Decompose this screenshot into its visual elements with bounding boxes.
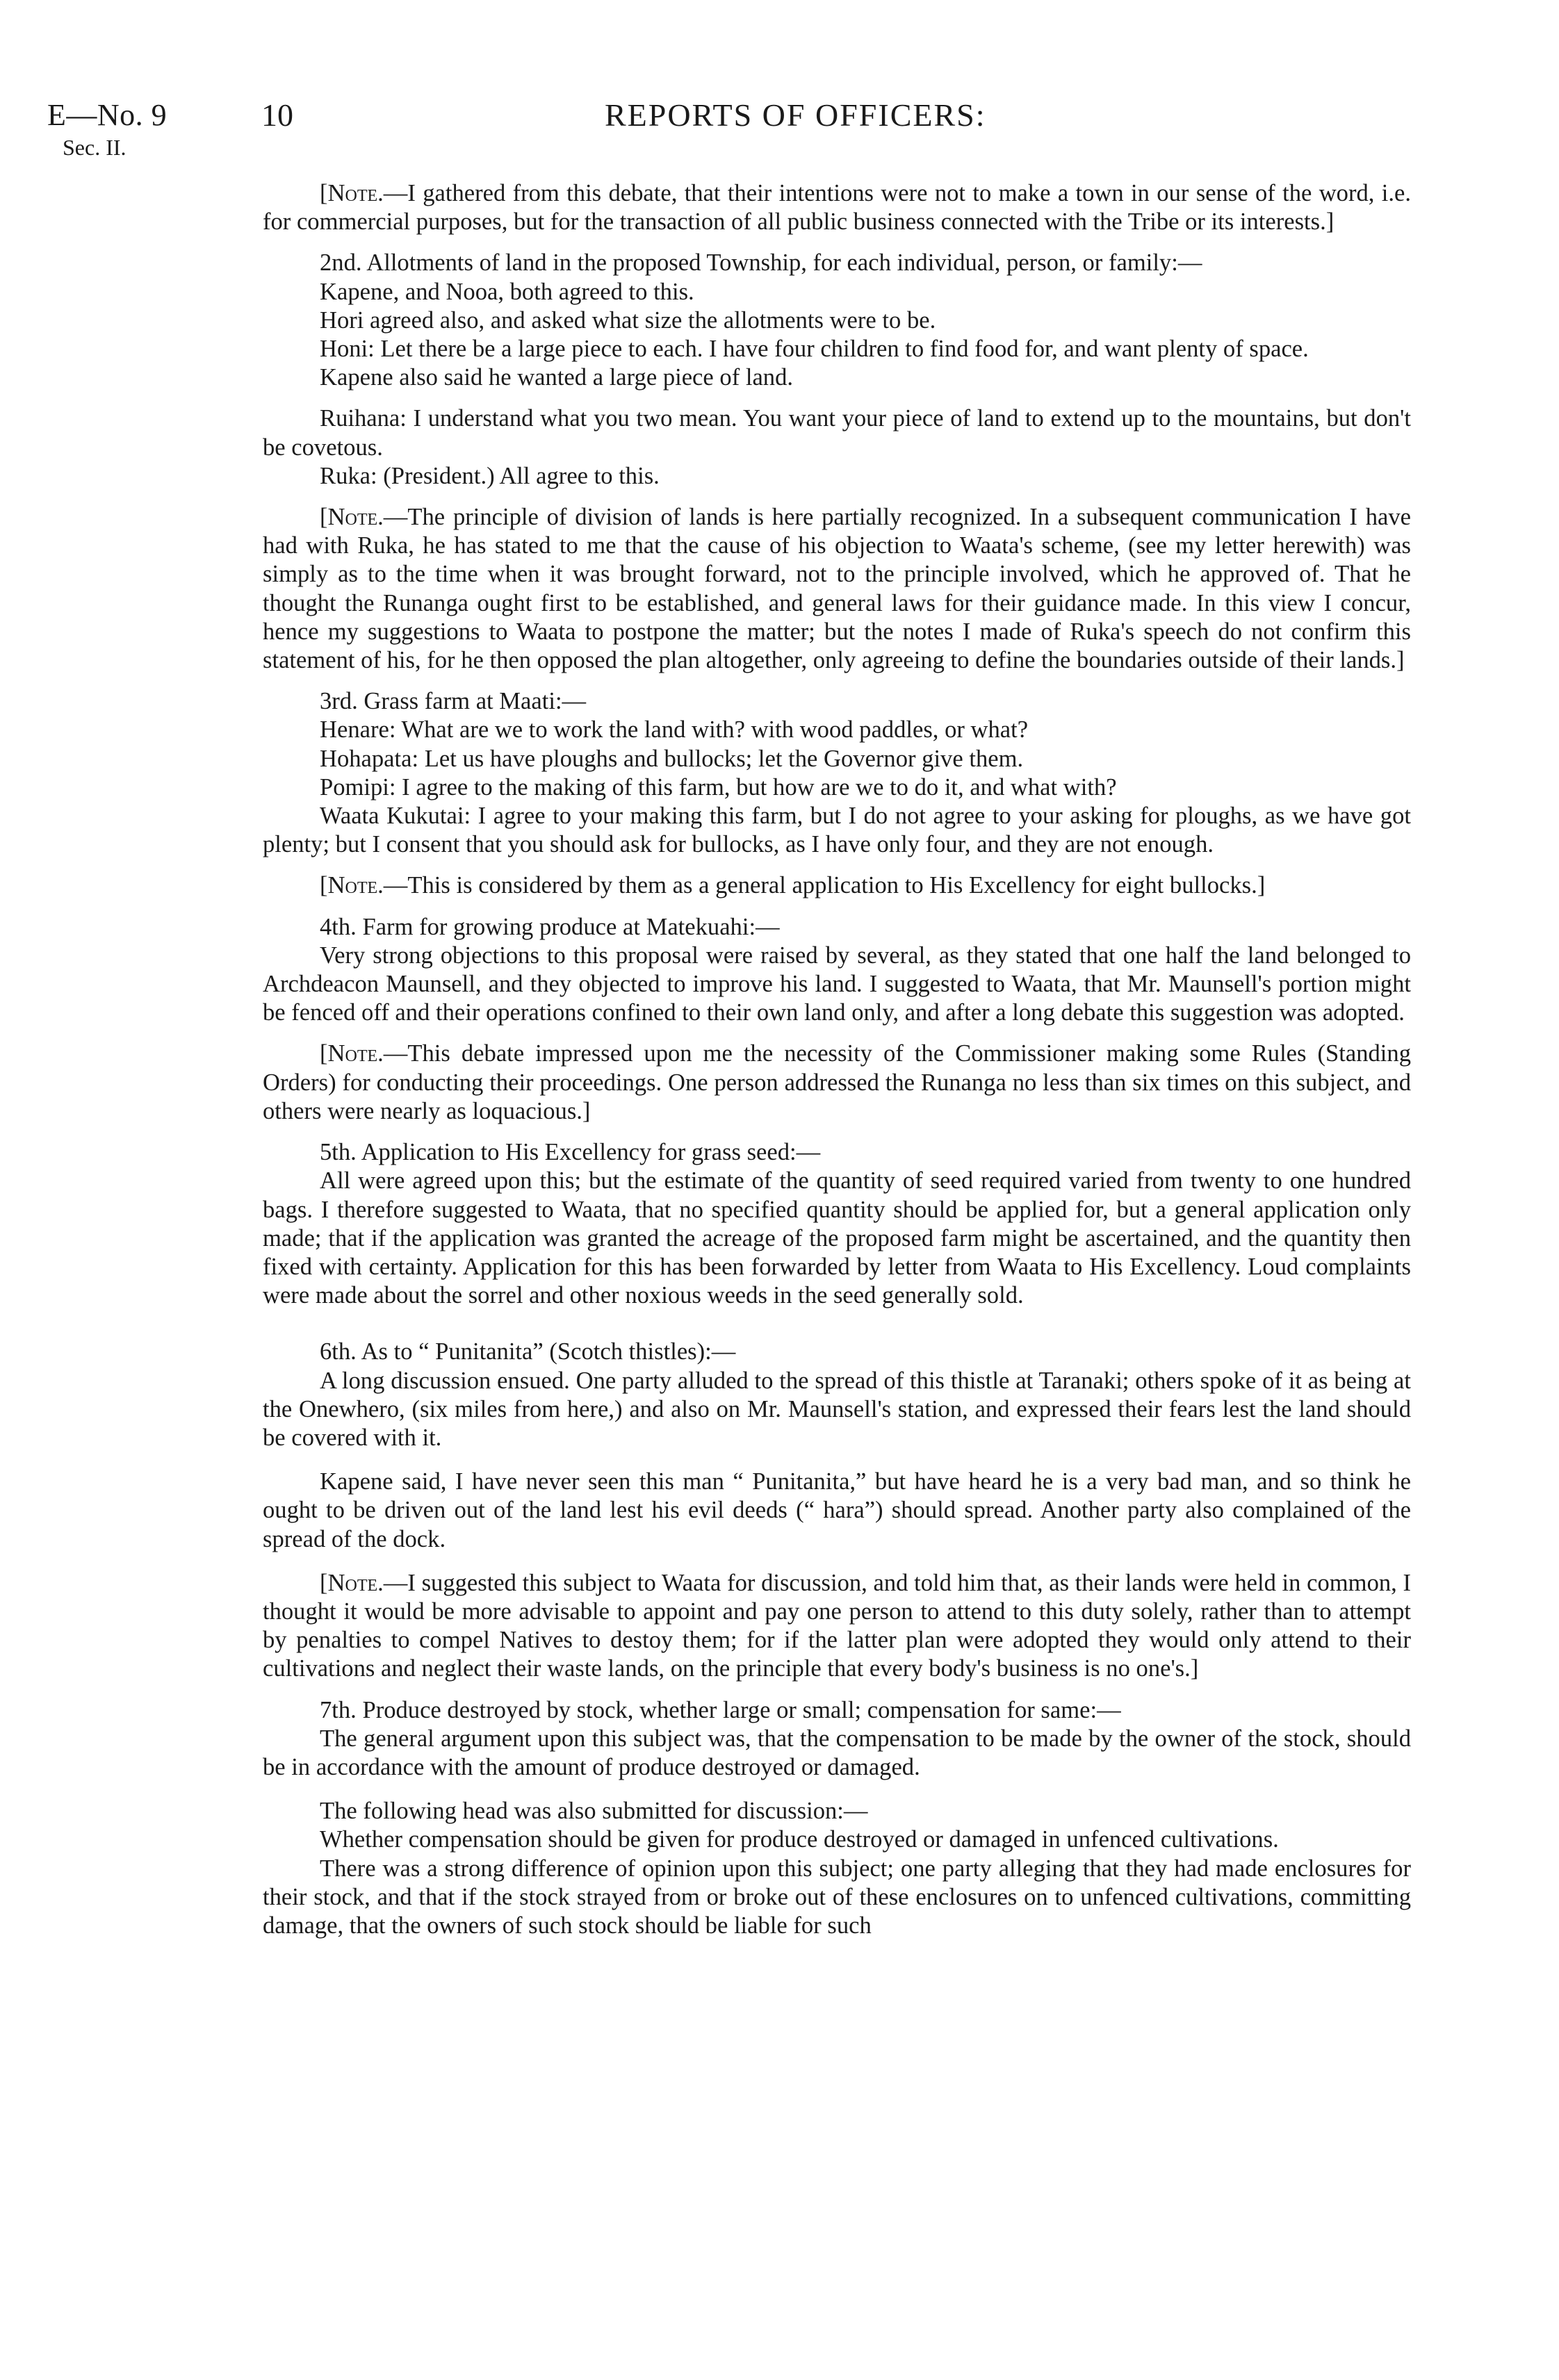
paragraph: Hohapata: Let us have ploughs and bullocks; let the Governor give them. (320, 745, 1024, 772)
paragraph: Pomipi: I agree to the making of this farm, but how are we to do it, and what with? (320, 773, 1117, 801)
paragraph: The general argument upon this subject was, that the compensation to be made by the owner of the stock, should be in accordance with the amount of produce destroyed or damaged. (263, 1725, 1411, 1780)
running-title: REPORTS OF OFFICERS: (605, 97, 986, 133)
note-paragraph: [Note.—I suggested this subject to Waata for discussion, and told him that, as their lands were held in common, I thought it would be more advisable to appoint and pay one person to attend to this duty solely, rather than to attempt by penalties to compel Natives to destoy them; for if the latter plan were adopted they would only attend to their cultivations and neglect their waste lands, on the principle that every body's business is no one's.] (263, 1569, 1411, 1682)
paragraph: Hori agreed also, and asked what size the allotments were to be. (320, 306, 936, 334)
paragraph: Kapene, and Nooa, both agreed to this. (320, 278, 694, 305)
note-paragraph: [Note.—I gathered from this debate, that their intentions were not to make a town in our sense of the word, i.e. for commercial purposes, but for the transaction of all public business connected with the Tribe or its interests.] (263, 180, 1411, 236)
section-heading-5th: 5th. Application to His Excellency for grass seed:— (320, 1139, 821, 1166)
paper-number: E—No. 9 (47, 98, 168, 132)
paragraph: Whether compensation should be given for produce destroyed or damaged in unfenced cultivations. (320, 1826, 1279, 1853)
paragraph: Kapene said, I have never seen this man “ Punitanita,” but have heard he is a very bad man, and so think he ought to be driven out of the land lest his evil deeds (“ hara”) should spread. Another party also complained of the spread of the dock. (263, 1468, 1411, 1552)
paragraph: A long discussion ensued. One party alluded to the spread of this thistle at Taranaki; others spoke of it as being at the Onewhero, (six miles from here,) and also on Mr. Maunsell's station, and expressed their fears lest the land should be covered with it. (263, 1367, 1411, 1451)
paragraph: Kapene also said he wanted a large piece of land. (320, 364, 794, 391)
section-heading-7th: 7th. Produce destroyed by stock, whether large or small; compensation for same:— (320, 1696, 1121, 1723)
paragraph: Ruka: (President.) All agree to this. (320, 462, 660, 489)
note-paragraph: [Note.—The principle of division of lands is here partially recognized. In a subsequent communication I have had with Ruka, he has stated to me that the cause of his objection to Waata's scheme, (see my letter herewith) was simply as to the time when it was brought forward, not to the principle involved, which he approved of. That he thought the Runanga ought first to be established, and general laws for their guidance made. In this view I concur, hence my suggestions to Waata to postpone the matter; but the notes I made of Ruka's speech do not confirm this statement of his, for he then opposed the plan altogether, only agreeing to define the boundaries outside of their lands.] (263, 504, 1411, 674)
paragraph: Waata Kukutai: I agree to your making this farm, but I do not agree to your asking for ploughs, as we have got plenty; but I consent that you should ask for bullocks, as I have only four, and they are not enough. (263, 803, 1411, 858)
paragraph: Honi: Let there be a large piece to each. I have four children to find food for, and want plenty of space. (320, 336, 1309, 363)
body-text (263, 179, 1411, 1940)
paragraph: All were agreed upon this; but the estimate of the quantity of seed required varied from twenty to one hundred bags. I therefore suggested to Waata, that no specified quantity should be applied for, but a general application only made; that if the application was granted the acreage of the proposed farm might be ascertained, and the quantity then fixed with certainty. Application for this has been forwarded by letter from Waata to His Excellency. Loud complaints were made about the sorrel and other noxious weeds in the seed generally sold. (263, 1167, 1411, 1309)
note-paragraph: [Note.—This debate impressed upon me the necessity of the Commissioner making some Rules (Standing Orders) for conducting their proceedings. One person addressed the Runanga no less than six times on this subject, and others were nearly as loquacious.] (263, 1040, 1411, 1124)
section-heading-4th: 4th. Farm for growing produce at Matekuahi:— (320, 913, 780, 940)
page-number: 10 (261, 97, 293, 133)
margin-reference (47, 97, 207, 161)
section-label: Sec. II. (63, 135, 126, 160)
section-heading-3rd: 3rd. Grass farm at Maati:— (320, 688, 587, 715)
section-heading-additional: The following head was also submitted for discussion:— (320, 1798, 868, 1825)
paragraph: Very strong objections to this proposal were raised by several, as they stated that one half the land belonged to Archdeacon Maunsell, and they objected to improve his land. I suggested to Waata, that Mr. Maunsell's portion might be fenced off and their operations confined to their own land only, and after a long debate this suggestion was adopted. (263, 942, 1411, 1026)
section-heading-6th: 6th. As to “ Punitanita” (Scotch thistles):— (320, 1338, 736, 1365)
paragraph: Ruihana: I understand what you two mean. You want your piece of land to extend up to the mountains, but don't be covetous. (263, 405, 1411, 461)
section-heading-2nd: 2nd. Allotments of land in the proposed Township, for each individual, person, or family:— (320, 249, 1202, 277)
note-paragraph: [Note.—This is considered by them as a general application to His Excellency for eight bullocks.] (320, 872, 1266, 899)
paragraph: Henare: What are we to work the land with? with wood paddles, or what? (320, 716, 1029, 744)
paragraph: There was a strong difference of opinion upon this subject; one party alleging that they had made enclosures for their stock, and that if the stock strayed from or broke out of these enclosures on to unfenced cultivations, committing damage, that the owners of such stock should be liable for such (263, 1855, 1411, 1939)
